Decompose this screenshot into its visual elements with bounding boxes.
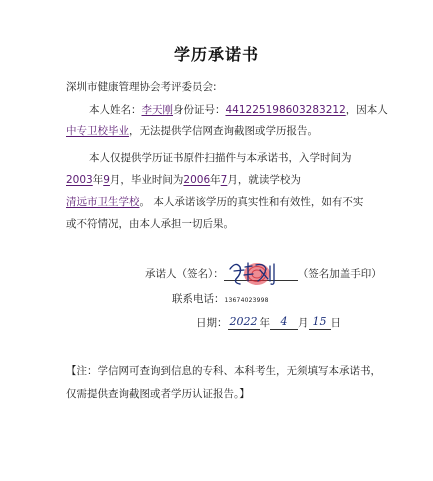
grad-text: ，毕业时间为: [120, 174, 184, 186]
name-label: 本人姓名：: [89, 104, 142, 116]
applicant-name: 李天刚: [141, 104, 173, 116]
id-label: 身份证号：: [173, 104, 226, 116]
salutation: 深圳市健康管理协会考评委员会:: [66, 81, 217, 93]
handwritten-signature: [226, 257, 286, 291]
date-day-blank: [309, 316, 331, 330]
id-number: 441225198603283212: [225, 104, 346, 116]
para1-line1: [89, 103, 388, 117]
para2-line4: 或不符情况，由本人承担一切后果。: [66, 218, 234, 230]
date-row: [196, 316, 341, 330]
para2-line2: [66, 173, 301, 187]
grad-month: 7: [220, 174, 228, 186]
phone-number: 13674023998: [224, 297, 269, 304]
school-text: ，就读学校为: [237, 174, 301, 186]
phone-row: [172, 292, 269, 308]
year-char: 年: [92, 174, 104, 186]
month-char: 月: [298, 317, 309, 329]
signer-label: 承诺人（签名）：: [145, 268, 224, 280]
enroll-month: 9: [103, 174, 110, 186]
phone-label: 联系电话：: [172, 293, 225, 305]
para2-line3: [66, 195, 363, 209]
date-label: 日期：: [196, 317, 228, 329]
date-month: 4: [280, 315, 288, 328]
education-level: 中专卫校毕业: [66, 125, 129, 137]
month-char: 月: [227, 174, 238, 186]
year-char: 年: [210, 174, 221, 186]
para1-line2: [66, 124, 318, 138]
date-year: 2022: [229, 315, 258, 328]
year-char: 年: [259, 317, 270, 329]
para1-mid: ，因本人: [345, 104, 388, 116]
document-title: 学历承诺书: [173, 45, 259, 64]
school-name: 清远市卫生学校: [66, 196, 140, 208]
para1-end: ，无法提供学信网查询截图或学历报告。: [129, 125, 318, 137]
date-day: 15: [312, 315, 327, 328]
note-line1: 【注：学信网可查询到信息的专科、本科考生，无须填写本承诺书，: [66, 365, 381, 377]
para2-line3-rest: 。 本人承诺该学历的真实性和有效性，如有不实: [139, 196, 364, 208]
date-month-blank: [270, 316, 298, 330]
date-year-blank: [228, 316, 260, 330]
note-line2: 仅需提供查询截图或者学历认证报告。】: [66, 388, 250, 400]
day-char: 日: [330, 317, 341, 329]
para2-line1: 本人仅提供学历证书原件扫描件与本承诺书，入学时间为: [89, 152, 352, 164]
month-char: 月: [109, 174, 121, 186]
grad-year: 2006: [183, 174, 211, 186]
enroll-year: 2003: [66, 174, 93, 186]
signer-note: （签名加盖手印）: [297, 268, 382, 280]
